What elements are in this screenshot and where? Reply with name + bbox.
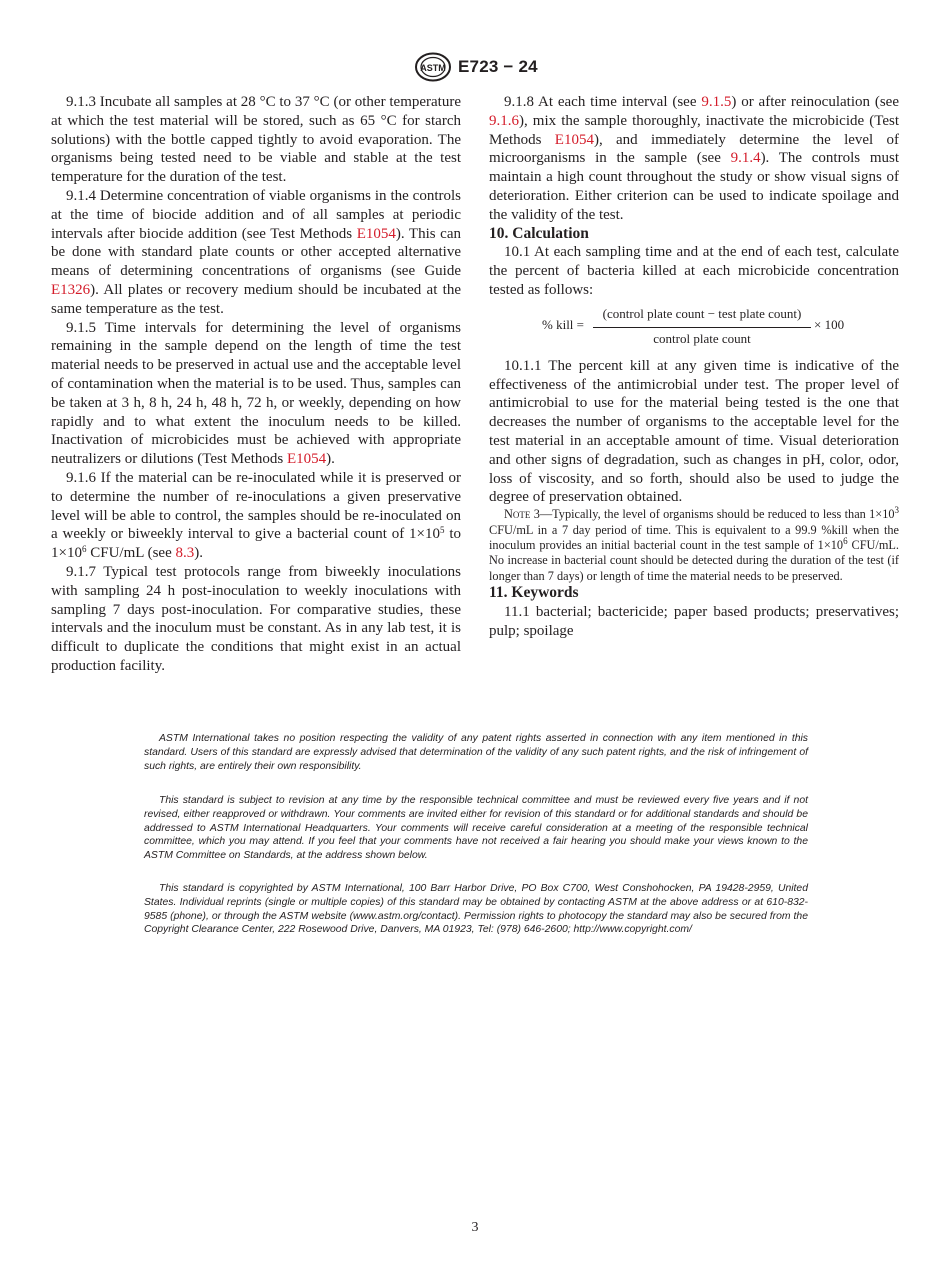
astm-logo-icon [414, 52, 452, 82]
formula-rhs: × 100 [814, 316, 845, 332]
paragraph-9-1-4: 9.1.4 Determine concentration of viable organisms in the controls at the time of biocide addition and of all samples at periodic intervals after biocide addition (see Test Methods E1054). This can be done with standard plate counts or other accepted alternative means of determining concentrations of organisms (see Guide E1326). All plates or recovery medium should be incubated at the same temperature as the test. [51, 187, 461, 317]
paragraph-10-1-1: 10.1.1 The percent kill at any given time is indicative of the effectiveness of the antimicrobial under test. The proper level of antimicrobial to use for the material being tested is the one that decreases the number of organisms to the acceptable level for the test material in an acceptable amount of time. Visual deterioration and other signs of degradation, such as changes in pH, color, odor, loss of viscosity, and so forth, should also be used to judge the degree of preservation obtained. [489, 357, 899, 506]
svg-text:ASTM: ASTM [420, 63, 446, 73]
footer-revision-notice: This standard is subject to revision at any time by the responsible technical committee and must be reviewed every five years and if not revised, either reapproved or withdrawn. Your comments are invited either for revision of this standard or for additional standards and should be addressed to ASTM International Headquarters. Your comments will receive careful consideration at a meeting of the responsible technical committee, which you may attend. If you feel that your comments have not received a fair hearing you should make your views known to the ASTM Committee on Standards, at the address shown below. [144, 795, 808, 862]
paragraph-10-1: 10.1 At each sampling time and at the end of each test, calculate the percent of bacteria killed at each microbicide concentration tested as follows: [489, 244, 899, 298]
percent-kill-formula [489, 305, 899, 346]
paragraph-9-1-8: 9.1.8 At each time interval (see 9.1.5) or after reinoculation (see 9.1.6), mix the sample thoroughly, inactivate the microbicide (Test Methods E1054), and immediately determine the level of microorganisms in the sample (see 9.1.4). The controls must maintain a high count throughout the study or show visual signs of deterioration. Either criterion can be used to indicate spoilage and the validity of the test. [489, 94, 900, 223]
right-column [489, 93, 899, 641]
section-heading-keywords: 11. Keywords [489, 584, 579, 602]
footer-patent-notice: ASTM International takes no position respecting the validity of any patent rights asserted in connection with any item mentioned in this standard. Users of this standard are expressly advised that determination of the validity of any such patent rights, and the risk of infringement of such rights, are entirely their own responsibility. [144, 733, 808, 772]
ref-e1054-link[interactable]: E1054 [554, 131, 594, 148]
paragraph-9-1-6: 9.1.6 If the material can be re-inoculated while it is preserved or to determine the number of re-inoculations a given preservative level will be able to control, the samples should be re-inoculated on a weekly or biweekly interval to give a bacterial count of $1\times 10^5$ to $1\times 10^6$ CFU/mL (see 8.3). [51, 469, 462, 562]
paragraph-11-1: 11.1 bacterial; bactericide; paper based products; preservatives; pulp; spoilage [489, 603, 899, 639]
ref-9-1-6-link[interactable]: 9.1.6 [489, 112, 519, 129]
formula-denominator: control plate count [653, 330, 751, 346]
ref-9-1-4-link[interactable]: 9.1.4 [730, 150, 761, 167]
ref-e1054-link[interactable]: E1054 [287, 451, 327, 468]
left-column [51, 93, 461, 676]
paragraph-9-1-5: 9.1.5 Time intervals for determining the level of organisms remaining in the sample depend on the length of time the test material needs to be preserved in actual use and the acceptable level of contamination when the material is to be used. Thus, samples can be taken at 3 h, 8 h, 24 h, 48 h, 72 h, or weekly, depending on how rapidly and to what extent the inoculum needs to be killed. Inactivation of microbicides must be achieved with appropriate neutralizers or dilutions (Test Methods E1054). [51, 319, 461, 468]
ref-8-3-link[interactable]: 8.3 [175, 545, 195, 562]
footer-copyright-notice: This standard is copyrighted by ASTM International, 100 Barr Harbor Drive, PO Box C700, West Conshohocken, PA 19428-2959, United States. Individual reprints (single or multiple copies) of this standard may be obtained by contacting ASTM at the above address or at 610-832-9585 (phone), or through the ASTM website (www.astm.org/contact). Permission rights to photocopy the standard may also be secured from the Copyright Clearance Center, 222 Rosewood Drive, Danvers, MA 01923, Tel: (978) 646-2600; http://www.copyright.com/ [144, 883, 808, 936]
page-number: 3 [471, 1220, 479, 1235]
note-label: Note [504, 507, 531, 522]
formula-lhs: % kill = [542, 316, 584, 332]
section-heading-calculation: 10. Calculation [489, 224, 589, 242]
formula-fraction [593, 305, 811, 349]
ref-e1326-link[interactable]: E1326 [51, 281, 91, 298]
note-3: Note 3—Typically, the level of organisms should be reduced to less than $1\times 10^3$ CFU/mL in a 7 day period of time. This is equivalent to a 99.9 %kill when the inoculum provides an initial bacterial count in the test sample of $1\times 10^6$ CFU/mL. No increase in bacterial count should be detected during the duration of the test (if longer than 7 days) or length of time the material needs to be preserved. [489, 505, 899, 583]
paragraph-9-1-7: 9.1.7 Typical test protocols range from biweekly inoculations with sampling 24 h post-inoculation to weekly inoculations with sampling 7 days post-inoculation. For comparative studies, these intervals and the inoculum must be constant. As in any lab test, it is difficult to duplicate the conditions that might exist in an actual production facility. [51, 563, 461, 674]
formula-numerator: (control plate count − test plate count) [593, 305, 811, 328]
paragraph-9-1-3: 9.1.3 Incubate all samples at 28 °C to 37 °C (or other temperature at which the test material will be stored, such as 65 °C for starch solutions) with the bottle capped tightly to avoid evaporation. The organisms being tested need to be viable and stable at the test temperature for the duration of the test. [51, 94, 461, 186]
page-header [0, 52, 950, 82]
document-designation: E723 − 24 [458, 57, 538, 76]
ref-9-1-5-link[interactable]: 9.1.5 [701, 94, 732, 110]
ref-e1054-link[interactable]: E1054 [356, 225, 396, 242]
